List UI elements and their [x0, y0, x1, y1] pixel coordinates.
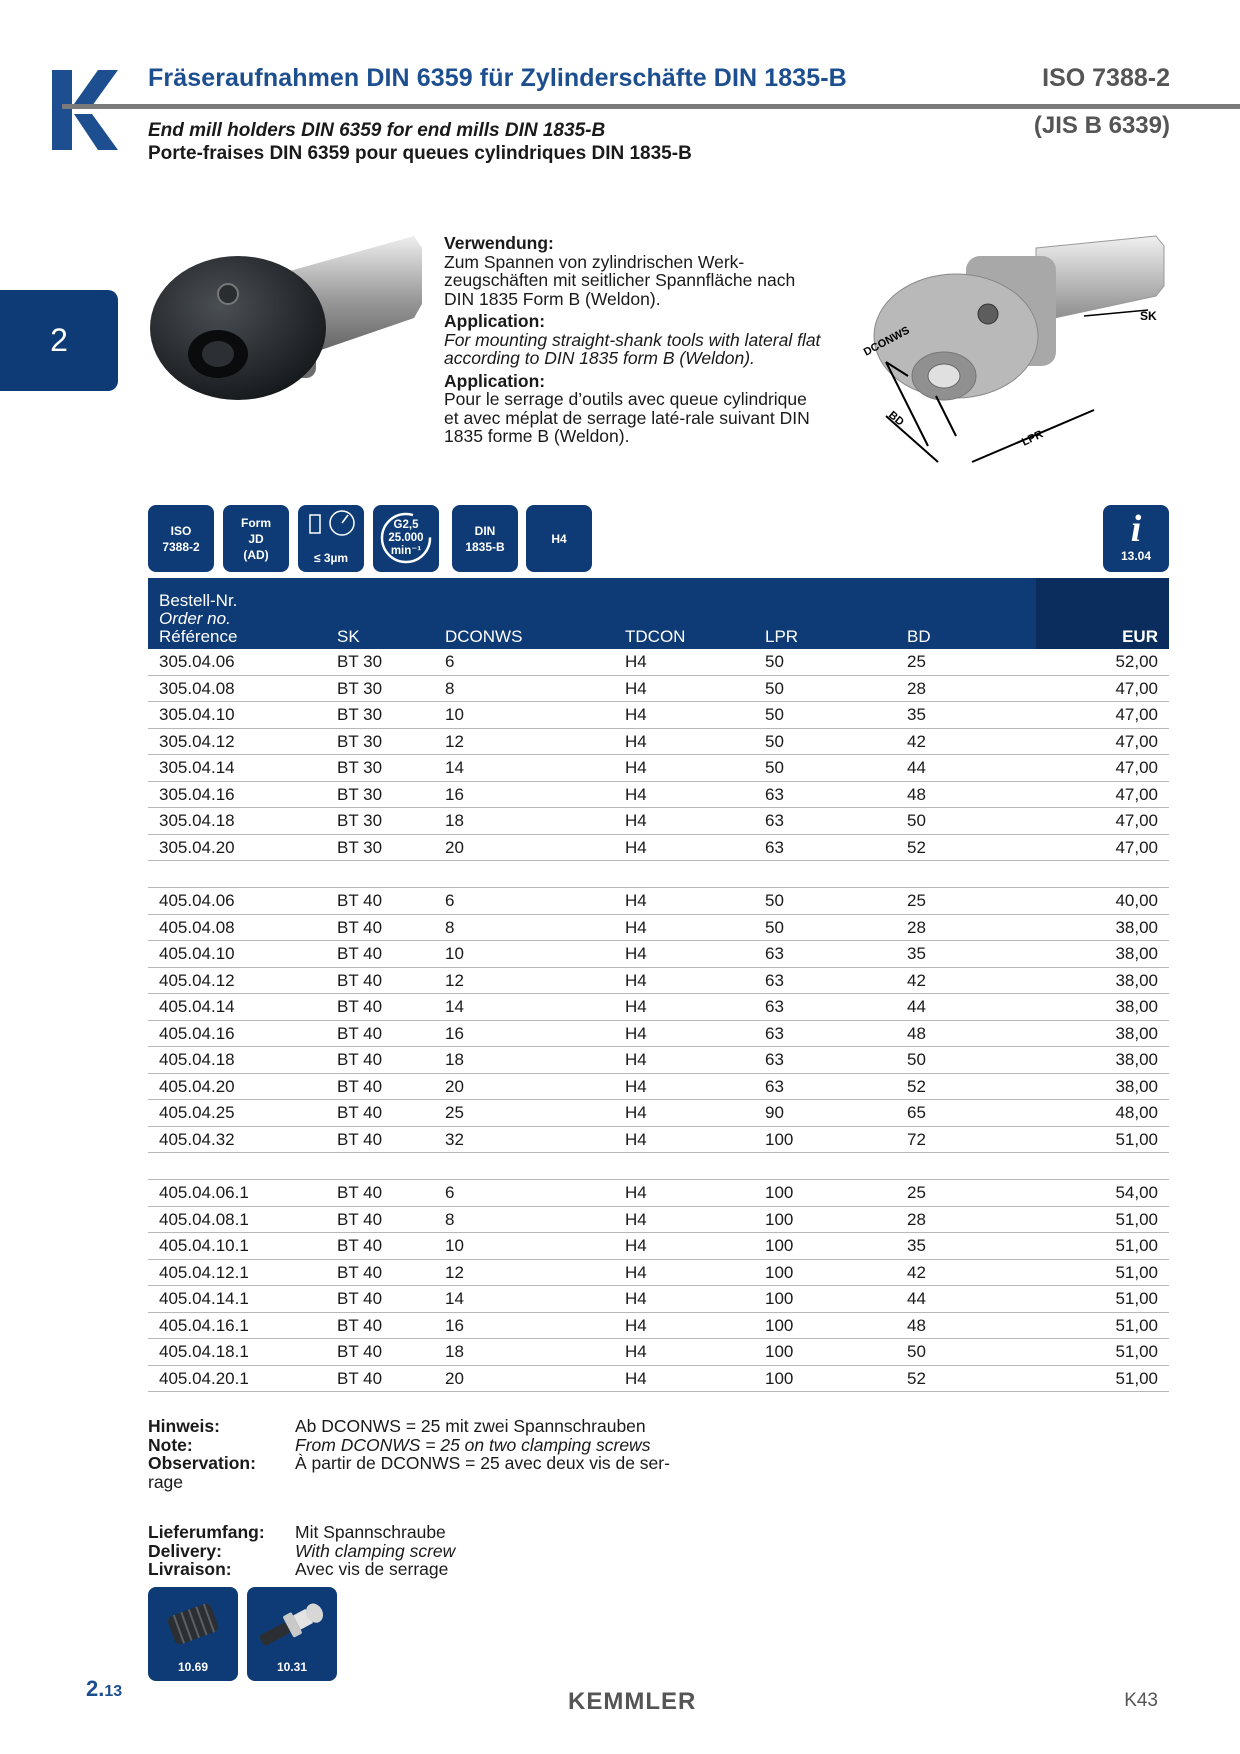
table-cell: BT 40 — [326, 994, 434, 1021]
page-title-de: Fräseraufnahmen DIN 6359 für Zylinderschäfte DIN 1835-B — [148, 64, 847, 92]
table-cell: H4 — [614, 1126, 754, 1153]
table-cell: 8 — [434, 1206, 614, 1233]
dimension-diagram — [846, 226, 1182, 476]
table-cell: 52 — [896, 1365, 1036, 1392]
info-badge[interactable]: i 13.04 — [1103, 505, 1169, 572]
table-cell: 100 — [754, 1126, 896, 1153]
table-cell: 38,00 — [1036, 941, 1169, 968]
table-cell: 47,00 — [1036, 834, 1169, 861]
product-table — [148, 578, 1169, 1392]
table-cell: 40,00 — [1036, 888, 1169, 915]
table-cell: H4 — [614, 1180, 754, 1207]
table-row — [148, 1073, 1169, 1100]
table-row — [148, 1286, 1169, 1313]
table-cell: 405.04.20.1 — [148, 1365, 326, 1392]
table-cell: 100 — [754, 1286, 896, 1313]
table-row — [148, 755, 1169, 782]
table-row — [148, 941, 1169, 968]
table-cell: 35 — [896, 702, 1036, 729]
table-cell: BT 30 — [326, 781, 434, 808]
diagram-label-bd: BD — [886, 409, 906, 429]
table-row — [148, 728, 1169, 755]
table-cell: 44 — [896, 1286, 1036, 1313]
table-cell: 8 — [434, 914, 614, 941]
table-cell: H4 — [614, 1206, 754, 1233]
delivery-text: Mit Spannschraube With clamping screw Avec vis de serrage — [295, 1522, 456, 1579]
table-cell: H4 — [614, 702, 754, 729]
table-cell: 405.04.08 — [148, 914, 326, 941]
table-cell: BT 40 — [326, 1259, 434, 1286]
usage-en-heading: Application: — [444, 311, 546, 331]
table-cell: 100 — [754, 1180, 896, 1207]
table-cell: 100 — [754, 1259, 896, 1286]
table-cell: BT 40 — [326, 1100, 434, 1127]
table-cell: 6 — [434, 1180, 614, 1207]
table-row — [148, 675, 1169, 702]
usage-de-text: Zum Spannen von zylindrischen Werk-zeugschäften mit seitlicher Spannfläche nach DIN 1835 Form B (Weldon). — [444, 251, 796, 309]
table-cell: 405.04.16.1 — [148, 1312, 326, 1339]
table-cell: 405.04.06.1 — [148, 1180, 326, 1207]
header-dconws: DCONWS — [445, 627, 523, 646]
table-cell: 6 — [434, 649, 614, 675]
table-cell: 50 — [754, 675, 896, 702]
table-cell: 28 — [896, 1206, 1036, 1233]
table-cell: 48 — [896, 781, 1036, 808]
table-cell: 51,00 — [1036, 1206, 1169, 1233]
table-cell: 42 — [896, 967, 1036, 994]
table-cell: H4 — [614, 1100, 754, 1127]
table-cell: 100 — [754, 1339, 896, 1366]
table-cell: H4 — [614, 1073, 754, 1100]
table-cell: BT 30 — [326, 728, 434, 755]
table-cell: 25 — [434, 1100, 614, 1127]
table-cell: 51,00 — [1036, 1286, 1169, 1313]
table-cell: 305.04.12 — [148, 728, 326, 755]
table-cell: 405.04.18.1 — [148, 1339, 326, 1366]
table-row — [148, 808, 1169, 835]
table-cell: 28 — [896, 675, 1036, 702]
table-cell: 50 — [754, 702, 896, 729]
table-cell: H4 — [614, 888, 754, 915]
table-cell: 47,00 — [1036, 808, 1169, 835]
table-cell: H4 — [614, 1312, 754, 1339]
table-cell: 305.04.14 — [148, 755, 326, 782]
table-row — [148, 1100, 1169, 1127]
table-cell: BT 40 — [326, 1312, 434, 1339]
pull-stud-icon — [255, 1595, 329, 1653]
table-cell: 42 — [896, 1259, 1036, 1286]
table-cell: 405.04.10 — [148, 941, 326, 968]
table-cell: BT 40 — [326, 914, 434, 941]
header-sk: SK — [337, 627, 360, 646]
table-row — [148, 1126, 1169, 1153]
table-cell: BT 40 — [326, 1233, 434, 1260]
table-cell: 12 — [434, 967, 614, 994]
table-cell: 63 — [754, 808, 896, 835]
table-row — [148, 702, 1169, 729]
table-cell: 10 — [434, 941, 614, 968]
table-cell: 100 — [754, 1233, 896, 1260]
product-photo — [146, 232, 426, 422]
table-cell: 18 — [434, 1047, 614, 1074]
badge-iso[interactable]: ISO 7388-2 — [148, 505, 214, 572]
table-row — [148, 781, 1169, 808]
table-cell: BT 40 — [326, 941, 434, 968]
badge-h4[interactable]: H4 — [526, 505, 592, 572]
table-cell: BT 40 — [326, 1126, 434, 1153]
table-cell: H4 — [614, 834, 754, 861]
page-title-fr: Porte-fraises DIN 6359 pour queues cylindriques DIN 1835-B — [148, 143, 692, 164]
table-cell: 51,00 — [1036, 1233, 1169, 1260]
table-cell: 10 — [434, 1233, 614, 1260]
table-cell: 405.04.06 — [148, 888, 326, 915]
table-cell: 38,00 — [1036, 994, 1169, 1021]
table-cell: 12 — [434, 1259, 614, 1286]
table-row — [148, 1020, 1169, 1047]
diagram-label-sk: SK — [1140, 309, 1157, 323]
table-cell: BT 30 — [326, 675, 434, 702]
usage-fr-heading: Application: — [444, 370, 546, 391]
note-labels: Hinweis: Note: Observation: rage — [148, 1416, 256, 1492]
table-cell: 305.04.16 — [148, 781, 326, 808]
usage-de-heading: Verwendung: — [444, 233, 554, 253]
table-cell: 52 — [896, 1073, 1036, 1100]
table-cell: 6 — [434, 888, 614, 915]
diagram-label-dconws: DCONWS — [861, 324, 912, 359]
table-cell: BT 40 — [326, 1180, 434, 1207]
table-cell: 405.04.18 — [148, 1047, 326, 1074]
table-cell: 18 — [434, 808, 614, 835]
table-cell: 14 — [434, 1286, 614, 1313]
table-cell: 38,00 — [1036, 1047, 1169, 1074]
table-cell: 44 — [896, 755, 1036, 782]
brand-name: KEMMLER — [568, 1688, 697, 1715]
table-cell: 305.04.20 — [148, 834, 326, 861]
table-cell: 10 — [434, 702, 614, 729]
table-cell: 51,00 — [1036, 1365, 1169, 1392]
table-row — [148, 649, 1169, 675]
table-row — [148, 1233, 1169, 1260]
table-cell: 52 — [896, 834, 1036, 861]
usage-en-text: For mounting straight-shank tools with lateral flat according to DIN 1835 form B (Weldon). — [444, 329, 821, 368]
table-cell: 16 — [434, 781, 614, 808]
table-cell: 63 — [754, 967, 896, 994]
table-row — [148, 1339, 1169, 1366]
table-cell: 305.04.10 — [148, 702, 326, 729]
header-rule — [62, 104, 1240, 109]
table-cell: 50 — [754, 728, 896, 755]
table-cell: 35 — [896, 1233, 1036, 1260]
table-cell: BT 40 — [326, 967, 434, 994]
table-cell: BT 40 — [326, 1206, 434, 1233]
header-order-no: Bestell-Nr. Order no. Référence — [159, 591, 238, 646]
table-cell: 14 — [434, 755, 614, 782]
table-cell: 50 — [754, 888, 896, 915]
table-cell: 38,00 — [1036, 914, 1169, 941]
clamping-screw-icon — [162, 1597, 224, 1651]
table-row — [148, 967, 1169, 994]
table-row — [148, 914, 1169, 941]
table-cell: 25 — [896, 1180, 1036, 1207]
header-eur: EUR — [1036, 578, 1169, 649]
table-cell: 44 — [896, 994, 1036, 1021]
header-bd: BD — [907, 627, 931, 646]
header-tdcon: TDCON — [625, 627, 686, 646]
badge-form[interactable]: Form JD (AD) — [223, 505, 289, 572]
table-cell: 305.04.08 — [148, 675, 326, 702]
table-row — [148, 1180, 1169, 1207]
table-row — [148, 1259, 1169, 1286]
info-icon: i — [1130, 508, 1142, 550]
table-cell: BT 30 — [326, 649, 434, 675]
table-cell: H4 — [614, 914, 754, 941]
table-cell: 100 — [754, 1365, 896, 1392]
table-cell: 405.04.14.1 — [148, 1286, 326, 1313]
note-text: Ab DCONWS = 25 mit zwei Spannschrauben From DCONWS = 25 on two clamping screws À partir de DCONWS = 25 avec deux vis de ser- — [295, 1416, 670, 1473]
badge-balance[interactable]: G2,5 25.000 min⁻¹ — [373, 505, 439, 572]
table-cell: BT 30 — [326, 755, 434, 782]
usage-text — [444, 234, 824, 450]
table-cell: 50 — [754, 649, 896, 675]
table-cell: 405.04.12.1 — [148, 1259, 326, 1286]
table-cell: H4 — [614, 1020, 754, 1047]
table-cell: 63 — [754, 941, 896, 968]
table-cell: H4 — [614, 649, 754, 675]
page-title-en: End mill holders DIN 6359 for end mills DIN 1835-B — [148, 120, 606, 141]
table-cell: 12 — [434, 728, 614, 755]
table-cell: BT 30 — [326, 808, 434, 835]
table-cell: 25 — [896, 888, 1036, 915]
table-cell: BT 40 — [326, 1339, 434, 1366]
table-row — [148, 1206, 1169, 1233]
delivery-labels: Lieferumfang: Delivery: Livraison: — [148, 1522, 265, 1579]
table-cell: 47,00 — [1036, 755, 1169, 782]
table-cell: 47,00 — [1036, 675, 1169, 702]
table-cell: 25 — [896, 649, 1036, 675]
table-cell: 50 — [896, 1339, 1036, 1366]
standard-alt-label: (JIS B 6339) — [1033, 112, 1170, 139]
table-cell: 28 — [896, 914, 1036, 941]
table-cell: 51,00 — [1036, 1126, 1169, 1153]
table-cell: 42 — [896, 728, 1036, 755]
section-tab[interactable]: 2 — [0, 290, 118, 391]
page-number: 2.13 — [86, 1676, 123, 1701]
table-cell: 51,00 — [1036, 1339, 1169, 1366]
table-cell: 65 — [896, 1100, 1036, 1127]
table-body — [148, 649, 1169, 1392]
table-cell: 50 — [754, 755, 896, 782]
table-cell: 35 — [896, 941, 1036, 968]
table-cell: H4 — [614, 808, 754, 835]
table-cell: 50 — [896, 1047, 1036, 1074]
table-cell: 20 — [434, 1073, 614, 1100]
table-cell: 405.04.16 — [148, 1020, 326, 1047]
table-cell: H4 — [614, 1339, 754, 1366]
table-header — [148, 578, 1169, 649]
table-cell: H4 — [614, 728, 754, 755]
table-cell: 48 — [896, 1020, 1036, 1047]
table-cell: BT 40 — [326, 1047, 434, 1074]
table-cell: 47,00 — [1036, 781, 1169, 808]
table-cell: 305.04.18 — [148, 808, 326, 835]
table-cell: BT 40 — [326, 1365, 434, 1392]
table-cell: 100 — [754, 1312, 896, 1339]
table-row — [148, 994, 1169, 1021]
group-spacer — [148, 861, 1169, 888]
kemmler-logo — [52, 70, 118, 150]
table-cell: BT 30 — [326, 702, 434, 729]
table-cell: 405.04.10.1 — [148, 1233, 326, 1260]
table-cell: 405.04.32 — [148, 1126, 326, 1153]
standard-label: ISO 7388-2 — [1042, 64, 1170, 92]
table-cell: 50 — [754, 914, 896, 941]
table-cell: 52,00 — [1036, 649, 1169, 675]
table-cell: 405.04.12 — [148, 967, 326, 994]
table-cell: 405.04.14 — [148, 994, 326, 1021]
table-cell: 90 — [754, 1100, 896, 1127]
badge-runout[interactable]: ≤ 3µm — [298, 505, 364, 572]
table-cell: H4 — [614, 967, 754, 994]
diagram-label-lpr: LPR — [1020, 428, 1046, 449]
table-cell: 100 — [754, 1206, 896, 1233]
table-cell: 63 — [754, 1047, 896, 1074]
table-cell: 405.04.25 — [148, 1100, 326, 1127]
table-cell: 16 — [434, 1020, 614, 1047]
table-cell: 51,00 — [1036, 1259, 1169, 1286]
group-spacer — [148, 1153, 1169, 1180]
table-cell: 47,00 — [1036, 702, 1169, 729]
table-cell: H4 — [614, 1233, 754, 1260]
table-cell: 50 — [896, 808, 1036, 835]
table-cell: H4 — [614, 755, 754, 782]
header-lpr: LPR — [765, 627, 799, 646]
dial-gauge-icon — [308, 509, 356, 545]
table-row — [148, 1312, 1169, 1339]
accessory-clamping-screw[interactable]: 10.69 — [148, 1587, 238, 1681]
table-row — [148, 1047, 1169, 1074]
table-cell: 54,00 — [1036, 1180, 1169, 1207]
table-cell: H4 — [614, 994, 754, 1021]
table-cell: 51,00 — [1036, 1312, 1169, 1339]
table-cell: 20 — [434, 1365, 614, 1392]
table-cell: 305.04.06 — [148, 649, 326, 675]
table-cell: 38,00 — [1036, 1073, 1169, 1100]
table-cell: H4 — [614, 1365, 754, 1392]
table-cell: BT 40 — [326, 1073, 434, 1100]
table-cell: 47,00 — [1036, 728, 1169, 755]
table-cell: 48,00 — [1036, 1100, 1169, 1127]
table-cell: 8 — [434, 675, 614, 702]
table-cell: 14 — [434, 994, 614, 1021]
table-cell: H4 — [614, 1259, 754, 1286]
table-row — [148, 1365, 1169, 1392]
table-cell: 63 — [754, 994, 896, 1021]
table-cell: H4 — [614, 1286, 754, 1313]
table-row — [148, 834, 1169, 861]
table-cell: 63 — [754, 1020, 896, 1047]
table-cell: H4 — [614, 1047, 754, 1074]
table-cell: 18 — [434, 1339, 614, 1366]
table-cell: 20 — [434, 834, 614, 861]
table-cell: BT 30 — [326, 834, 434, 861]
table-cell: BT 40 — [326, 1286, 434, 1313]
table-cell: 63 — [754, 1073, 896, 1100]
table-cell: 63 — [754, 781, 896, 808]
accessory-pull-stud[interactable]: 10.31 — [247, 1587, 337, 1681]
table-cell: 63 — [754, 834, 896, 861]
table-cell: 405.04.08.1 — [148, 1206, 326, 1233]
table-cell: H4 — [614, 675, 754, 702]
table-cell: BT 40 — [326, 888, 434, 915]
badge-din[interactable]: DIN 1835-B — [452, 505, 518, 572]
table-cell: H4 — [614, 941, 754, 968]
table-row — [148, 888, 1169, 915]
table-cell: 38,00 — [1036, 967, 1169, 994]
table-cell: 32 — [434, 1126, 614, 1153]
table-cell: 38,00 — [1036, 1020, 1169, 1047]
table-cell: BT 40 — [326, 1020, 434, 1047]
table-cell: 48 — [896, 1312, 1036, 1339]
usage-fr-text: Pour le serrage d’outils avec queue cylindrique et avec méplat de serrage laté-rale suivant DIN 1835 forme B (Weldon). — [444, 389, 810, 446]
table-cell: 72 — [896, 1126, 1036, 1153]
table-cell: 16 — [434, 1312, 614, 1339]
table-cell: H4 — [614, 781, 754, 808]
table-cell: 405.04.20 — [148, 1073, 326, 1100]
catalog-code: K43 — [1124, 1690, 1158, 1711]
